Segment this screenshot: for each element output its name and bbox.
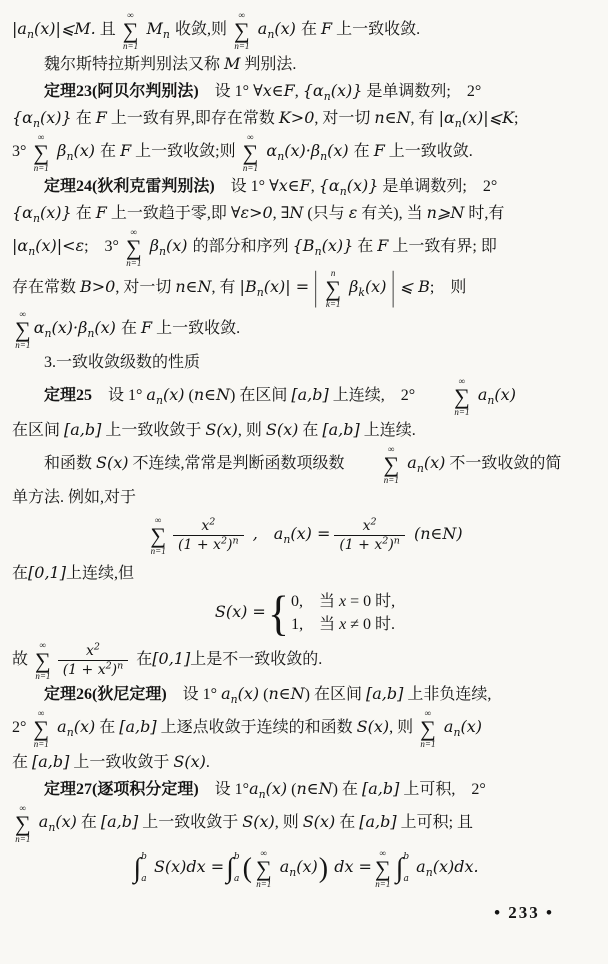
text-run: ( bbox=[287, 781, 297, 798]
math-run: $\{\alpha_n(x)\}$ bbox=[12, 108, 72, 131]
text-run: 在 bbox=[71, 205, 96, 222]
sum-symbol bbox=[234, 10, 250, 51]
sigma-glyph: ∑ bbox=[15, 811, 31, 836]
math-run: S(x) bbox=[96, 453, 129, 473]
text-run: 判别法. bbox=[240, 56, 297, 73]
text-run: 上可积, 2° bbox=[399, 781, 486, 798]
text-run: 在区间 bbox=[12, 422, 65, 439]
math-run: $\beta_n(x)$ bbox=[52, 141, 101, 164]
math-run: dx = bbox=[329, 857, 372, 877]
math-run: ∀x∈F bbox=[253, 81, 295, 100]
math-run: $a_n(x)$ bbox=[146, 385, 185, 408]
math-run: S(x) bbox=[356, 717, 390, 737]
sum-upper-limit: ∞ bbox=[458, 376, 466, 386]
math-run: F bbox=[373, 141, 385, 161]
math-run: ∃N bbox=[280, 203, 304, 222]
text-line bbox=[12, 51, 598, 78]
math-run: ε bbox=[348, 203, 358, 222]
math-run: F bbox=[95, 108, 107, 127]
text-run: 上一致收敛于 bbox=[69, 754, 174, 771]
math-run: , $a_n(x)$ = bbox=[247, 524, 331, 547]
text-run: ) 在区间 bbox=[229, 387, 292, 405]
math-run: F bbox=[320, 19, 333, 39]
sum-symbol bbox=[352, 444, 400, 485]
text-run: 2° bbox=[12, 719, 31, 737]
math-run: $|B_n(x)|$ = bbox=[239, 277, 310, 300]
text-run: , bbox=[310, 178, 319, 195]
math-run: n⩾N bbox=[426, 203, 465, 222]
display-formula bbox=[12, 848, 598, 889]
math-run: S(x) bbox=[302, 812, 336, 832]
text-run: 上一致收敛. bbox=[152, 320, 241, 338]
text-line bbox=[12, 417, 598, 444]
sum-lower-limit: k=1 bbox=[325, 299, 341, 309]
math-run: n∈N bbox=[175, 277, 212, 297]
sum-symbol bbox=[35, 640, 51, 681]
text-run: 上一致收敛于 bbox=[138, 814, 243, 832]
math-run: n∈N bbox=[268, 684, 305, 703]
math-run: $a_n(x)$ bbox=[438, 717, 482, 740]
math-run: $\{\alpha_n(x)\}$ bbox=[302, 81, 363, 104]
sum-symbol bbox=[325, 268, 341, 309]
sum-upper-limit: ∞ bbox=[424, 708, 432, 718]
sum-upper-limit: ∞ bbox=[127, 10, 134, 20]
text-run: ( bbox=[184, 387, 194, 405]
text-run: 不连续,常常是判断函数项级数 bbox=[128, 455, 349, 473]
text-run: ; bbox=[514, 110, 519, 127]
text-line bbox=[12, 132, 598, 173]
text-run: 上一致收敛于 bbox=[101, 422, 206, 439]
math-run: [a,b] bbox=[64, 420, 102, 439]
sum-lower-limit: n=1 bbox=[35, 671, 51, 681]
integral-glyph: ∫ bbox=[226, 852, 234, 884]
sum-upper-limit: ∞ bbox=[39, 640, 47, 650]
integral-limits bbox=[403, 852, 409, 886]
math-run: $\alpha_n(x)\cdot\beta_n(x)$ bbox=[261, 141, 354, 164]
sum-symbol bbox=[123, 10, 139, 51]
sum-upper-limit: ∞ bbox=[19, 803, 27, 813]
math-run: K>0 bbox=[278, 108, 315, 127]
sigma-glyph: ∑ bbox=[255, 856, 272, 881]
text-run: 时,有 bbox=[464, 205, 505, 222]
math-run: $\alpha_n(x)\cdot\beta_n(x)$ bbox=[33, 318, 121, 341]
sum-symbol bbox=[33, 132, 49, 173]
sigma-glyph: ∑ bbox=[383, 452, 400, 477]
text-run: 设 1° bbox=[166, 686, 222, 703]
sum-upper-limit: ∞ bbox=[247, 132, 254, 142]
text-line bbox=[12, 309, 598, 350]
fraction bbox=[173, 518, 244, 553]
math-run: $\{\alpha_n(x)\}$ bbox=[12, 203, 72, 226]
text-run: 在 bbox=[12, 565, 29, 582]
sum-upper-limit: ∞ bbox=[130, 227, 138, 237]
text-run: 是单调数列; 2° bbox=[362, 83, 482, 100]
text-run: 在 bbox=[95, 719, 120, 737]
math-run: $|\alpha_n(x)|⩽K$ bbox=[438, 108, 515, 131]
numerator: $x^2$ bbox=[362, 516, 377, 534]
text-line bbox=[12, 350, 598, 376]
text-line bbox=[12, 444, 598, 485]
sum-lower-limit: n=1 bbox=[234, 41, 250, 51]
math-run: $\beta_n(x)$ bbox=[144, 236, 193, 259]
text-run: 在 bbox=[298, 422, 323, 439]
math-run: F bbox=[95, 203, 107, 222]
text-run: 3° bbox=[12, 143, 31, 161]
integral-lower-limit: a bbox=[403, 873, 409, 884]
math-run: $a_n(x)$ bbox=[402, 453, 446, 476]
text-line bbox=[12, 10, 598, 51]
text-run: (只与 bbox=[303, 205, 349, 222]
text-run: 在 bbox=[353, 143, 374, 161]
text-line bbox=[12, 173, 598, 200]
integral-symbol bbox=[396, 852, 409, 886]
text-run: 在 bbox=[12, 754, 33, 771]
math-run: S(x) bbox=[242, 812, 275, 832]
text-run: 在 bbox=[335, 814, 360, 832]
text-run: 收敛,则 bbox=[175, 21, 232, 39]
math-run: F bbox=[120, 141, 132, 161]
sigma-glyph: ∑ bbox=[420, 716, 436, 741]
text-column bbox=[12, 10, 598, 889]
denominator: $(1 + x^2)^n$ bbox=[173, 535, 244, 553]
text-run: , bbox=[294, 83, 303, 100]
math-run: $a_n(x)$ bbox=[221, 684, 260, 707]
integral-limits bbox=[234, 852, 240, 886]
sigma-glyph: ∑ bbox=[33, 140, 50, 165]
theorem-label: 定理27(逐项积分定理) bbox=[44, 781, 199, 798]
text-run: 是单调数列; 2° bbox=[378, 178, 498, 195]
integral-lower-limit: a bbox=[234, 873, 240, 884]
text-run: 在 bbox=[132, 651, 153, 669]
sum-lower-limit: n=1 bbox=[33, 163, 49, 173]
text-run: , 则 bbox=[274, 814, 303, 832]
numerator: $x^2$ bbox=[201, 516, 216, 534]
math-run: B>0 bbox=[80, 277, 116, 297]
sigma-glyph: ∑ bbox=[234, 18, 250, 43]
math-run: S(x) bbox=[265, 420, 299, 439]
sigma-glyph: ∑ bbox=[325, 276, 341, 301]
math-run: M bbox=[224, 54, 241, 73]
text-line bbox=[12, 200, 598, 227]
sum-lower-limit: n=1 bbox=[420, 739, 436, 749]
text-line bbox=[12, 268, 598, 309]
sigma-glyph: ∑ bbox=[15, 317, 31, 342]
math-run: S(x) bbox=[205, 420, 238, 439]
math-run: [a,b] bbox=[119, 717, 157, 737]
math-run: ∀ε>0 bbox=[230, 203, 273, 222]
sum-symbol bbox=[150, 515, 166, 556]
integral-symbol bbox=[226, 852, 239, 886]
math-run: S(x) bbox=[173, 752, 206, 771]
text-run: , 对一切 bbox=[314, 110, 375, 127]
sum-upper-limit: ∞ bbox=[38, 708, 45, 718]
theorem-label: 定理23(阿贝尔判别法) bbox=[44, 83, 199, 100]
text-run: ( bbox=[259, 686, 269, 703]
text-run: 有关), 当 bbox=[357, 205, 427, 222]
text-run: , 有 bbox=[211, 279, 240, 297]
text-line bbox=[12, 640, 598, 681]
sum-symbol bbox=[422, 376, 470, 417]
left-brace-glyph: { bbox=[267, 586, 289, 640]
math-run: $|a_n(x)|⩽M$. bbox=[12, 19, 96, 42]
text-run: 在 bbox=[100, 143, 121, 161]
math-run: [a,b] bbox=[100, 812, 139, 832]
text-run: 设 1° bbox=[214, 178, 270, 195]
sigma-glyph: ∑ bbox=[125, 235, 142, 260]
math-run: F bbox=[377, 236, 389, 256]
sum-lower-limit: n=1 bbox=[15, 834, 31, 844]
math-run: $\beta_k(x)$ bbox=[344, 277, 387, 300]
text-run: 设 1° bbox=[198, 83, 254, 100]
cases-rows bbox=[291, 591, 395, 636]
integral-upper-limit: b bbox=[233, 851, 240, 862]
text-run: ) 在区间 bbox=[304, 686, 366, 703]
page-number: • 233 • bbox=[494, 903, 554, 922]
text-run: 在 bbox=[120, 320, 141, 338]
sigma-glyph: ∑ bbox=[33, 716, 50, 741]
math-run: n∈N bbox=[193, 385, 230, 405]
text-run: 上非负连续, bbox=[403, 686, 492, 703]
text-run: 上一致趋于零,即 bbox=[106, 205, 231, 222]
math-run: [a,b] bbox=[365, 684, 404, 703]
math-run: [a,b] bbox=[291, 385, 329, 405]
sum-lower-limit: n=1 bbox=[15, 340, 31, 350]
text-line bbox=[12, 227, 598, 268]
text-run: ; 3° bbox=[84, 238, 123, 256]
text-line bbox=[12, 78, 598, 105]
text-run: 不一致收敛的简 bbox=[445, 455, 562, 473]
math-run: [a,b] bbox=[359, 812, 397, 832]
denominator: $(1 + x^2)^n$ bbox=[58, 660, 129, 678]
text-run: 上一致有界; 即 bbox=[388, 238, 497, 256]
text-run: 的部分和序列 bbox=[192, 238, 293, 256]
math-run: $a_n(x)$ bbox=[33, 812, 77, 835]
text-run: 且 bbox=[95, 21, 120, 39]
text-run: , 有 bbox=[410, 110, 439, 127]
text-run: , 对一切 bbox=[115, 279, 176, 297]
sum-symbol bbox=[243, 132, 259, 173]
text-line bbox=[12, 749, 598, 776]
cases-row: 1, 当 x ≠ 0 时. bbox=[291, 616, 395, 633]
sum-upper-limit: ∞ bbox=[388, 444, 395, 454]
sum-symbol bbox=[33, 708, 49, 749]
text-run: ; 则 bbox=[429, 279, 467, 297]
big-delimiter: ( bbox=[242, 852, 252, 884]
integral-upper-limit: b bbox=[141, 851, 147, 862]
norm-bar: | bbox=[314, 266, 318, 309]
sum-symbol bbox=[420, 708, 436, 749]
math-run: S(x) = bbox=[214, 602, 266, 622]
text-run: . bbox=[205, 754, 210, 771]
big-delimiter: ) bbox=[318, 852, 329, 884]
text-run: 上连续. bbox=[359, 422, 416, 439]
sum-lower-limit: n=1 bbox=[256, 879, 272, 889]
math-run: $M_n$ bbox=[141, 19, 170, 42]
math-run: [a,b] bbox=[361, 779, 400, 798]
math-run: [0,1] bbox=[152, 649, 191, 669]
theorem-label: 定理24(狄利克雷判别法) bbox=[44, 178, 215, 195]
sum-symbol bbox=[375, 848, 391, 889]
sum-upper-limit: ∞ bbox=[154, 515, 162, 525]
text-run: 存在常数 bbox=[12, 279, 81, 297]
integral-symbol bbox=[133, 852, 146, 886]
text-run: 在 bbox=[353, 238, 378, 256]
integral-glyph: ∫ bbox=[395, 852, 404, 884]
sum-lower-limit: n=1 bbox=[126, 258, 142, 268]
math-run: (n∈N) bbox=[408, 524, 463, 544]
math-run: n∈N bbox=[296, 779, 333, 798]
text-line bbox=[12, 560, 598, 587]
math-run: ∀x∈F bbox=[269, 176, 311, 195]
sum-lower-limit: n=1 bbox=[150, 546, 166, 556]
sum-lower-limit: n=1 bbox=[454, 407, 470, 417]
text-run: 设 1° bbox=[198, 781, 250, 798]
text-run: , 则 bbox=[389, 719, 418, 737]
text-run: 魏尔斯特拉斯判别法又称 bbox=[44, 56, 225, 73]
math-run: $|\alpha_n(x)|<\varepsilon$ bbox=[12, 236, 85, 259]
math-run: $a_n(x)$ bbox=[249, 779, 288, 802]
math-run: [0,1] bbox=[28, 563, 66, 582]
sigma-glyph: ∑ bbox=[242, 140, 259, 165]
sum-symbol bbox=[126, 227, 142, 268]
integral-upper-limit: b bbox=[403, 851, 410, 862]
math-run: [a,b] bbox=[32, 752, 70, 771]
theorem-label: 定理25 bbox=[44, 387, 93, 405]
text-run: 在 bbox=[76, 814, 101, 832]
text-run: , bbox=[272, 205, 281, 222]
text-run: 和函数 bbox=[44, 455, 97, 473]
sum-upper-limit: ∞ bbox=[379, 848, 386, 858]
sigma-glyph: ∑ bbox=[374, 856, 391, 881]
sum-lower-limit: n=1 bbox=[375, 879, 391, 889]
sigma-glyph: ∑ bbox=[122, 18, 139, 43]
sum-lower-limit: n=1 bbox=[383, 475, 399, 485]
sum-symbol bbox=[256, 848, 272, 889]
text-line bbox=[12, 376, 598, 417]
sum-upper-limit: ∞ bbox=[38, 132, 45, 142]
theorem-label: 定理26(狄尼定理) bbox=[44, 686, 167, 703]
display-formula bbox=[12, 515, 598, 556]
integral-lower-limit: a bbox=[141, 873, 147, 884]
text-line bbox=[12, 681, 598, 708]
math-run: $a_n(x)$ bbox=[274, 857, 318, 880]
sum-upper-limit: ∞ bbox=[238, 10, 246, 20]
text-line bbox=[12, 803, 598, 844]
math-run: S(x)dx = bbox=[148, 857, 225, 877]
text-run: 上一致收敛;则 bbox=[131, 143, 240, 161]
text-run: 单方法. 例如,对于 bbox=[12, 489, 137, 506]
text-run: 上一致有界,即存在常数 bbox=[106, 110, 279, 127]
text-run: ) 在 bbox=[332, 781, 362, 798]
math-run: $a_n(x)$ bbox=[252, 19, 301, 42]
display-formula bbox=[12, 586, 598, 640]
math-run: $a_n(x)$ bbox=[52, 717, 96, 740]
norm-bar: | bbox=[391, 266, 395, 309]
math-run: $a_n(x)$ bbox=[472, 385, 516, 408]
sum-upper-limit: ∞ bbox=[19, 309, 27, 319]
sigma-glyph: ∑ bbox=[454, 384, 470, 409]
sum-lower-limit: n=1 bbox=[123, 41, 139, 51]
text-run: 上可积; 且 bbox=[396, 814, 474, 832]
sum-upper-limit: n bbox=[330, 268, 336, 278]
text-run: 上逐点收敛于连续的和函数 bbox=[156, 719, 357, 737]
sigma-glyph: ∑ bbox=[35, 648, 51, 673]
sum-symbol bbox=[15, 803, 31, 844]
math-run: $a_n(x)dx$. bbox=[411, 857, 479, 880]
integral-glyph: ∫ bbox=[133, 852, 142, 884]
text-run: 上一致收敛. bbox=[384, 143, 473, 161]
math-run: $\{B_n(x)\}$ bbox=[292, 236, 354, 259]
sum-lower-limit: n=1 bbox=[242, 163, 258, 173]
numerator: $x^2$ bbox=[86, 641, 100, 659]
text-run: 故 bbox=[12, 651, 33, 669]
sum-upper-limit: ∞ bbox=[260, 848, 267, 858]
cases-row: 0, 当 x = 0 时, bbox=[290, 593, 396, 610]
text-line bbox=[12, 485, 598, 511]
text-run: 3.一致收敛级数的性质 bbox=[44, 354, 201, 371]
fraction bbox=[334, 518, 405, 553]
text-run: 在 bbox=[71, 110, 96, 127]
text-run: 上一致收敛. bbox=[332, 21, 421, 39]
cases-expression bbox=[267, 586, 396, 640]
math-run: $\{\alpha_n(x)\}$ bbox=[318, 176, 379, 199]
denominator: $(1 + x^2)^n$ bbox=[334, 535, 405, 553]
text-line bbox=[12, 776, 598, 803]
text-run: 上连续,但 bbox=[65, 565, 134, 582]
math-run: ⩽ B bbox=[399, 277, 430, 297]
text-run: 在 bbox=[300, 21, 321, 39]
integral-limits bbox=[141, 852, 147, 886]
sum-symbol bbox=[15, 309, 31, 350]
sigma-glyph: ∑ bbox=[150, 523, 167, 548]
sum-lower-limit: n=1 bbox=[33, 739, 49, 749]
math-run: F bbox=[140, 318, 153, 338]
text-run: 上是不一致收敛的. bbox=[190, 651, 323, 669]
math-run: n∈N bbox=[374, 108, 411, 127]
text-run: , 则 bbox=[237, 422, 266, 439]
text-line bbox=[12, 708, 598, 749]
text-line bbox=[12, 105, 598, 132]
text-run: 设 1° bbox=[92, 387, 147, 405]
math-run: [a,b] bbox=[322, 420, 360, 439]
text-run: 上连续, 2° bbox=[328, 387, 420, 405]
fraction bbox=[58, 643, 129, 678]
